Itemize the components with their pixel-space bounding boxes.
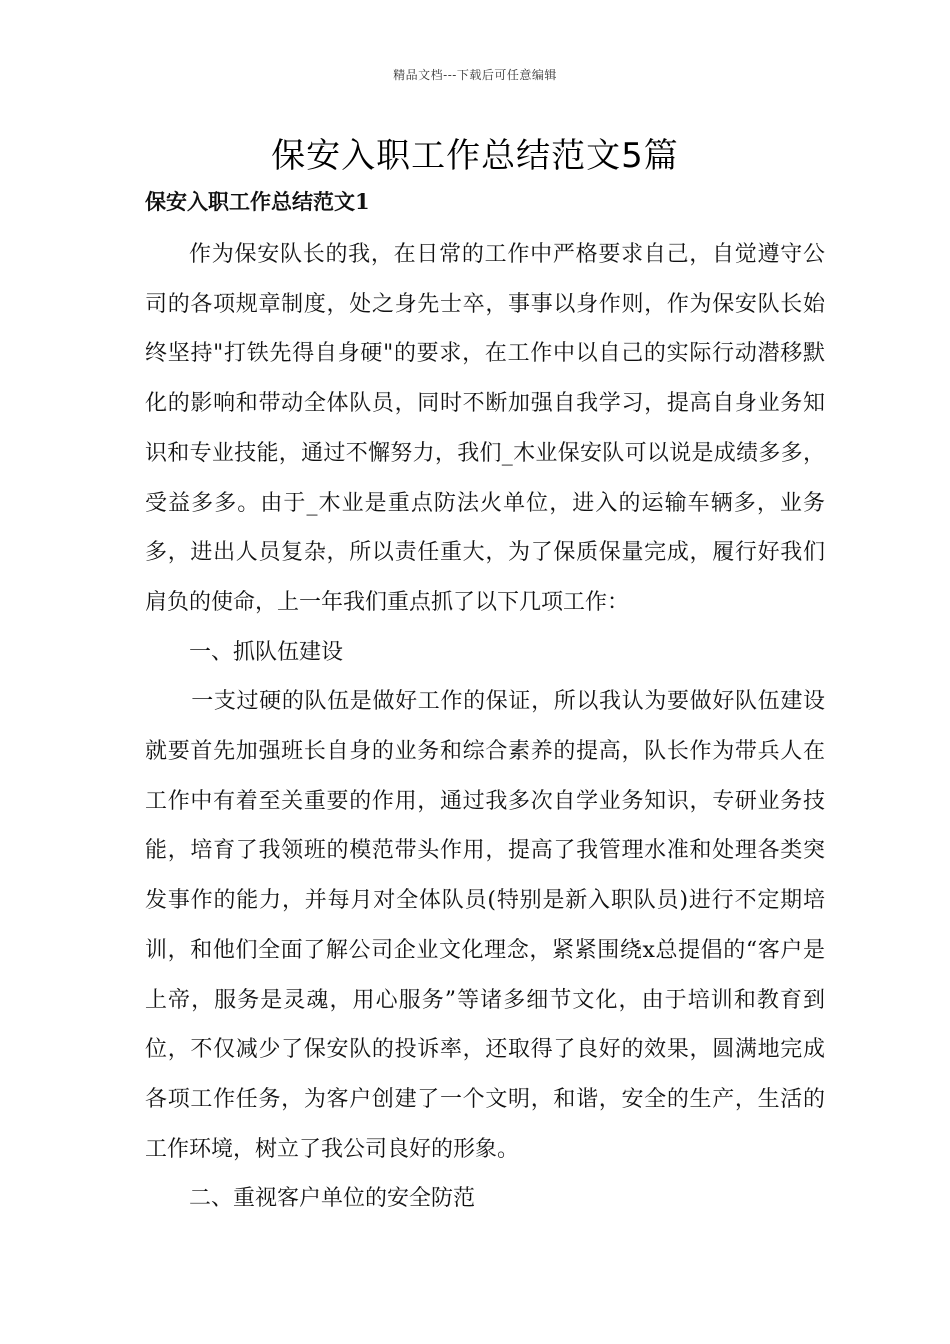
paragraph-heading-security: 二、重视客户单位的安全防范 — [189, 1186, 476, 1212]
section-title: 保安入职工作总结范文1 — [145, 189, 370, 214]
body-text — [145, 230, 825, 1224]
paragraph-heading-team-building: 一、抓队伍建设 — [189, 639, 344, 665]
paragraph-intro: 作为保安队长的我，在日常的工作中严格要求自己，自觉遵守公司的各项规章制度，处之身先士卒，事事以身作则，作为保安队长始终坚持"打铁先得自身硬"的要求，在工作中以自己的实际行动潜移默化的影响和带动全体队员，同时不断加强自我学习，提高自身业务知识和专业技能，通过不懈努力，我们_木业保安队可以说是成绩多多，受益多多。由于_木业是重点防法火单位，进入的运输车辆多，业务多，进出人员复杂，所以责任重大，为了保质保量完成，履行好我们肩负的使命，上一年我们重点抓了以下几项工作： — [145, 242, 825, 615]
paragraph-team-building: 一支过硬的队伍是做好工作的保证，所以我认为要做好队伍建设就要首先加强班长自身的业务和综合素养的提高，队长作为带兵人在工作中有着至关重要的作用，通过我多次自学业务知识，专研业务技能，培育了我领班的模范带头作用，提高了我管理水准和处理各类突发事作的能力，并每月对全体队员(特别是新入职队员)进行不定期培训，和他们全面了解公司企业文化理念，紧紧围绕x总提倡的“客户是上帝，服务是灵魂，用心服务”等诸多细节文化，由于培训和教育到位，不仅减少了保安队的投诉率，还取得了良好的效果，圆满地完成各项工作任务，为客户创建了一个文明，和谐，安全的生产，生活的工作环境，树立了我公司良好的形象。 — [145, 689, 825, 1162]
header-note: 精品文档---下载后可任意编辑 — [393, 68, 557, 82]
document-title: 保安入职工作总结范文5篇 — [271, 136, 679, 176]
